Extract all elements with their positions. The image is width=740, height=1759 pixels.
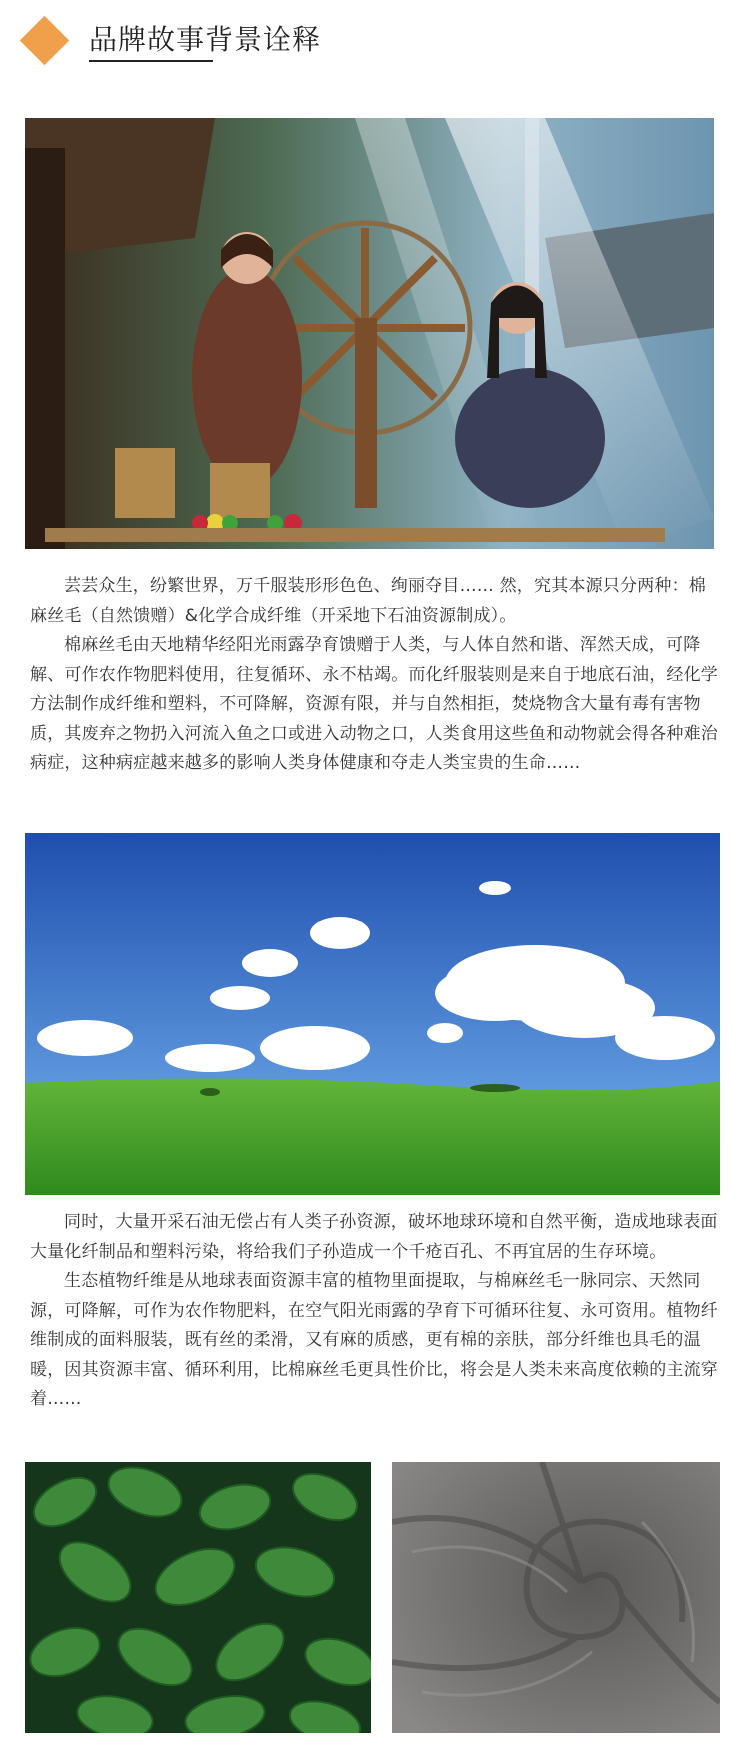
page-title: 品牌故事背景诠释 [89, 23, 322, 56]
orange-diamond-icon [20, 16, 69, 65]
fabric-photo [392, 1462, 720, 1733]
paragraph: 生态植物纤维是从地球表面资源丰富的植物里面提取，与棉麻丝毛一脉同宗、天然同源，可降解，可作为农作物肥料，在空气阳光雨露的孕育下可循环往复、永可资用。植物纤维制成的面料服装，既有丝的柔滑，又有麻的质感，更有棉的亲肤，部分纤维也具毛的温暖，因其资源丰富、循环利用，比棉麻丝毛更具性价比，将会是人类未来高度依赖的主流穿着…… [30, 1271, 718, 1409]
section1-text [30, 572, 720, 779]
section-header [0, 0, 740, 80]
mint-leaves-photo [25, 1462, 371, 1733]
section2-text [30, 1208, 720, 1415]
paragraph: 芸芸众生，纷繁世界，万千服装形形色色、绚丽夺目…… 然，究其本源只分两种：棉麻丝毛（自然馈赠）&化学合成纤维（开采地下石油资源制成）。 [30, 576, 707, 626]
paragraph: 棉麻丝毛由天地精华经阳光雨露孕育馈赠于人类，与人体自然和谐、浑然天成，可降解、可作农作物肥料使用，往复循环、永不枯竭。而化纤服装则是来自于地底石油，经化学方法制作成纤维和塑料，不可降解，资源有限，并与自然相拒，焚烧物含大量有毒有害物质，其废弃之物扔入河流入鱼之口或进入动物之口，人类食用这些鱼和动物就会得各种难治病症，这种病症越来越多的影响人类身体健康和夺走人类宝贵的生命…… [30, 635, 718, 773]
title-underline [89, 60, 213, 62]
paragraph: 同时，大量开采石油无偿占有人类子孙资源，破坏地球环境和自然平衡，造成地球表面大量化纤制品和塑料污染，将给我们子孙造成一个千疮百孔、不再宜居的生存环境。 [30, 1212, 718, 1262]
grassland-photo [25, 833, 720, 1195]
weaving-photo [25, 118, 714, 549]
